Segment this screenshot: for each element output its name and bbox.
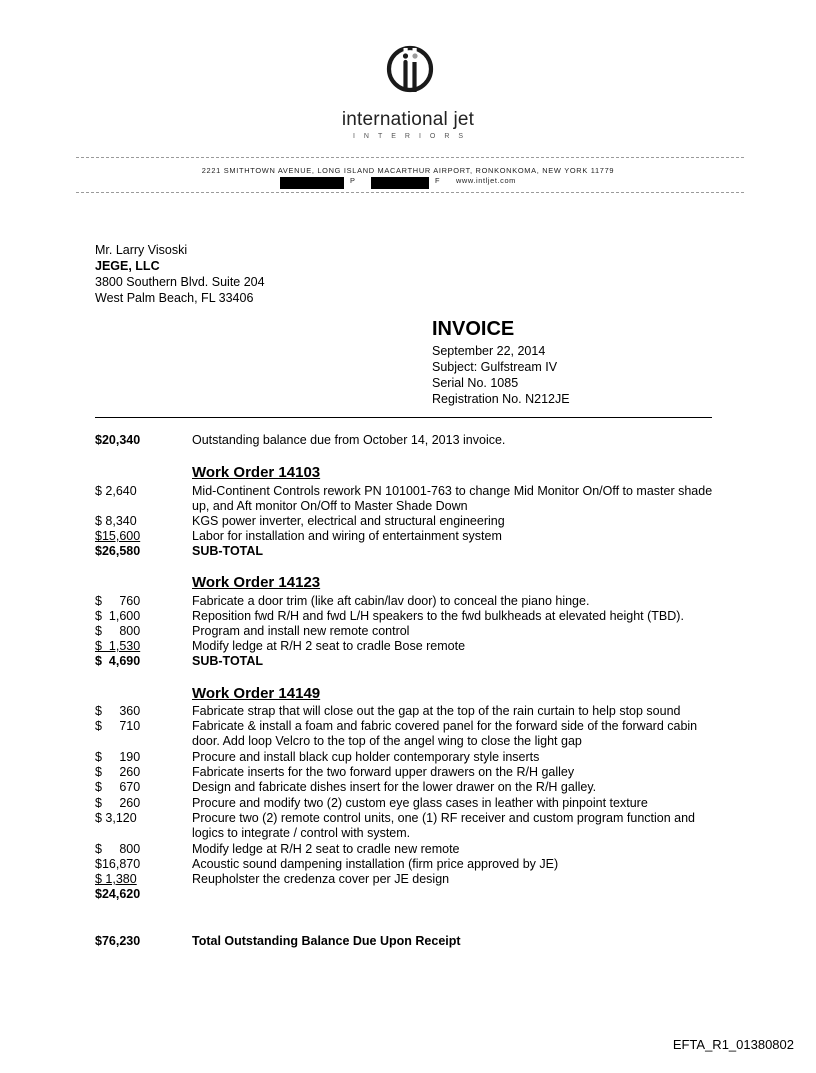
line-amount: $ 800	[95, 842, 141, 856]
line-description: Reupholster the credenza cover per JE design	[192, 872, 450, 886]
line-amount: $ 260	[95, 796, 141, 810]
header-rule	[95, 417, 712, 418]
total-amount: $76,230	[95, 934, 141, 948]
subtotal-amount: $24,620	[95, 887, 141, 901]
line-description: Mid-Continent Controls rework PN 101001-763 to change Mid Monitor On/Off to master shade up, and Aft monitor On/Off to Master Shade Down	[192, 484, 713, 513]
invoice-title: INVOICE	[432, 318, 515, 340]
subtotal-amount: $26,580	[95, 544, 141, 558]
work-order-title: Work Order 14123	[192, 574, 321, 591]
line-description: Procure and install black cup holder contemporary style inserts	[192, 750, 540, 764]
phone-label: P	[350, 176, 356, 185]
recipient-name: Mr. Larry Visoski	[95, 243, 188, 257]
divider-top	[76, 157, 744, 158]
line-description: KGS power inverter, electrical and structural engineering	[192, 514, 505, 528]
line-amount: $ 1,380	[95, 872, 137, 886]
outstanding-amount: $20,340	[95, 433, 141, 447]
line-description: Fabricate & install a foam and fabric covered panel for the forward side of the forward cabin door. Add loop Velcro to the top of the angel wing to close the light gap	[192, 719, 698, 748]
company-website: www.intljet.com	[456, 176, 516, 185]
line-description: Acoustic sound dampening installation (firm price approved by JE)	[192, 857, 559, 871]
brand-name: international jet	[341, 109, 475, 130]
line-amount: $16,870	[95, 857, 141, 871]
line-amount: $ 800	[95, 624, 141, 638]
line-amount: $ 3,120	[95, 811, 137, 825]
line-description: Design and fabricate dishes insert for the lower drawer on the R/H galley.	[192, 780, 597, 794]
outstanding-text: Outstanding balance due from October 14, 2013 invoice.	[192, 433, 506, 447]
line-amount: $ 360	[95, 704, 141, 718]
line-amount: $ 1,530	[95, 639, 141, 653]
line-description: Modify ledge at R/H 2 seat to cradle Bose remote	[192, 639, 466, 653]
bates-number: EFTA_R1_01380802	[672, 1037, 794, 1052]
line-description: Program and install new remote control	[192, 624, 410, 638]
line-amount: $ 1,600	[95, 609, 141, 623]
line-description: Fabricate a door trim (like aft cabin/lav door) to conceal the piano hinge.	[192, 594, 590, 608]
invoice-subject: Subject: Gulfstream IV	[432, 360, 558, 374]
line-amount: $ 710	[95, 719, 141, 733]
invoice-date: September 22, 2014	[432, 344, 546, 358]
redaction-bar	[280, 177, 344, 189]
line-amount: $ 670	[95, 780, 141, 794]
invoice-registration: Registration No. N212JE	[432, 392, 570, 406]
line-description: Procure two (2) remote control units, one (1) RF receiver and custom program function and logics to integrate / control with system.	[192, 811, 695, 840]
line-description: Fabricate strap that will close out the gap at the top of the rain curtain to help stop sound	[192, 704, 681, 718]
divider-bottom	[76, 192, 744, 193]
line-description: Labor for installation and wiring of entertainment system	[192, 529, 502, 543]
fax-label: F	[435, 176, 441, 185]
total-label: Total Outstanding Balance Due Upon Receipt	[192, 934, 461, 948]
subtotal-label: SUB-TOTAL	[192, 544, 264, 558]
line-amount: $ 190	[95, 750, 141, 764]
recipient-street: 3800 Southern Blvd. Suite 204	[95, 275, 265, 289]
company-logo	[384, 44, 436, 106]
line-amount: $ 260	[95, 765, 141, 779]
work-order-title: Work Order 14149	[192, 685, 321, 702]
redaction-bar	[371, 177, 429, 189]
work-order-title: Work Order 14103	[192, 464, 321, 481]
recipient-company: JEGE, LLC	[95, 259, 160, 273]
line-amount: $ 2,640	[95, 484, 137, 498]
subtotal-amount: $ 4,690	[95, 654, 141, 668]
subtotal-label: SUB-TOTAL	[192, 654, 264, 668]
brand-subtitle: INTERIORS	[352, 133, 473, 140]
line-description: Modify ledge at R/H 2 seat to cradle new remote	[192, 842, 460, 856]
recipient-city: West Palm Beach, FL 33406	[95, 291, 254, 305]
invoice-serial: Serial No. 1085	[432, 376, 519, 390]
line-amount: $15,600	[95, 529, 141, 543]
company-address: 2221 SMITHTOWN AVENUE, LONG ISLAND MACARTHUR AIRPORT, RONKONKOMA, NEW YORK 11779	[201, 166, 615, 175]
line-description: Reposition fwd R/H and fwd L/H speakers to the fwd bulkheads at elevated height (TBD).	[192, 609, 684, 623]
line-amount: $ 8,340	[95, 514, 137, 528]
line-description: Fabricate inserts for the two forward upper drawers on the R/H galley	[192, 765, 575, 779]
line-amount: $ 760	[95, 594, 141, 608]
line-description: Procure and modify two (2) custom eye glass cases in leather with pinpoint texture	[192, 796, 648, 810]
